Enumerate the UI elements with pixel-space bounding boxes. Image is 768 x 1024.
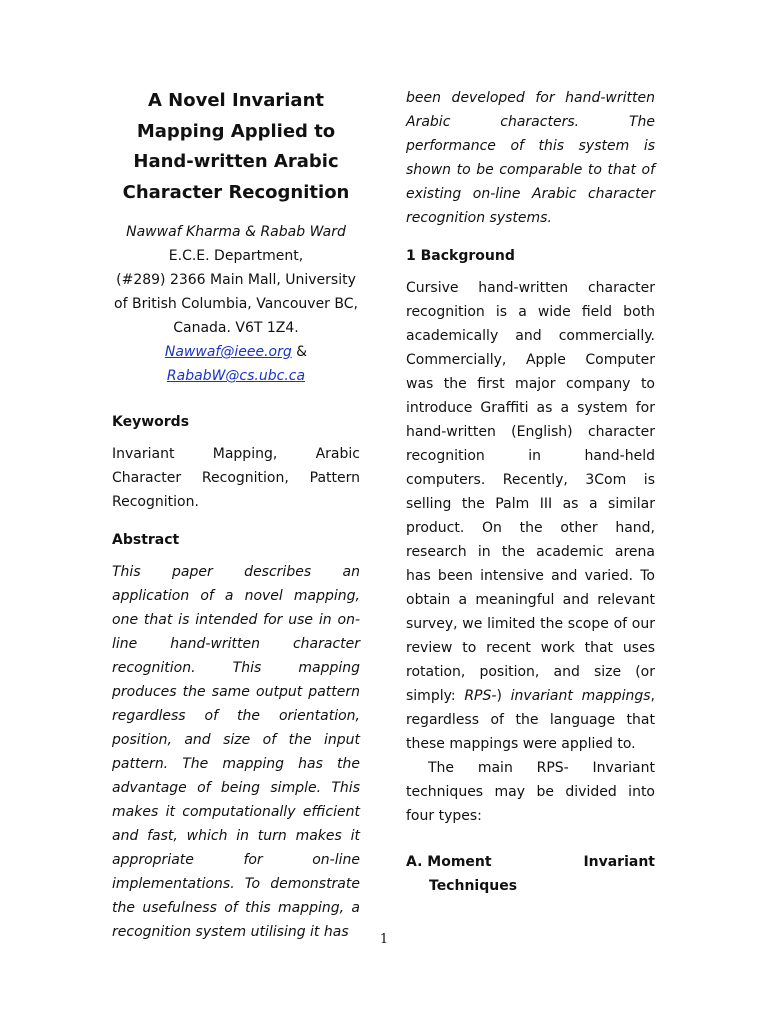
right-column (406, 86, 655, 898)
title-line: Hand-written Arabic (133, 151, 339, 172)
subsection-a-label: A. Moment (406, 854, 492, 870)
page-number: 1 (379, 932, 389, 947)
title-line: Character Recognition (122, 181, 350, 203)
email-separator: & (291, 344, 308, 360)
bg-invariant: invariant mappings (510, 688, 651, 704)
background-paragraph-1 (406, 276, 655, 756)
bg-rps: RPS- (464, 688, 497, 704)
authors: Nawwaf Kharma & Rabab Ward (126, 224, 346, 240)
subsection-a-heading (406, 850, 655, 874)
affiliation-line: (#289) 2366 Main Mall, University (116, 272, 356, 288)
email-link-1[interactable]: Nawwaf@ieee.org (164, 344, 292, 360)
affiliation-line: E.C.E. Department, (168, 248, 304, 264)
paper-title (112, 86, 360, 208)
abstract-heading: Abstract (112, 532, 180, 548)
email-line-2 (112, 364, 360, 388)
subsection-a-right: Invariant (583, 854, 655, 870)
author-block (112, 220, 360, 388)
abstract-text: This paper describes an application of a novel mapping, one that is intended for use in on-line hand-written character recognition. This mapping produces the same output pattern regardless of the orientation, position, and size of the input pattern. The mapping has the advantage of being simple. This makes it computationally efficient and fast, which in turn makes it appropriate for on-line implementations. To demonstrate the usefulness of this mapping, a recognition system utilising it has (112, 564, 360, 940)
affiliation-line: of British Columbia, Vancouver BC, (114, 296, 358, 312)
left-column (112, 86, 360, 944)
background-paragraph-2: The main RPS- Invariant techniques may be divided into four types: (406, 760, 655, 824)
title-line: A Novel Invariant (147, 90, 324, 111)
keywords-heading: Keywords (112, 414, 190, 430)
email-line-1 (112, 340, 360, 364)
keywords-text: Invariant Mapping, Arabic Character Recognition, Pattern Recognition. (112, 446, 360, 510)
bg-mid: ) (496, 688, 511, 704)
affiliation-line: Canada. V6T 1Z4. (173, 320, 299, 336)
bg-text-2: , regardless of the language that these mappings were applied to. (406, 688, 655, 752)
subsection-a-line2: Techniques (429, 878, 518, 894)
title-line: Mapping Applied to (136, 120, 336, 142)
bg-text-1: Cursive hand-written character recognition is a wide field both academically and commercially. Commercially, Apple Computer was the first major company to introduce Graffiti as a system for hand-written (English) character recognition in hand-held computers. Recently, 3Com is selling the Palm III as a similar product. On the other hand, research in the academic arena has been intensive and varied. To obtain a meaningful and relevant survey, we limited the scope of our review to recent work that uses rotation, position, and size (or simply: (406, 280, 655, 704)
email-link-2[interactable]: RababW@cs.ubc.ca (166, 368, 306, 384)
background-heading: 1 Background (406, 248, 515, 264)
abstract-continuation: been developed for hand-written Arabic characters. The performance of this system is shown to be comparable to that of existing on-line Arabic character recognition systems. (406, 90, 655, 226)
